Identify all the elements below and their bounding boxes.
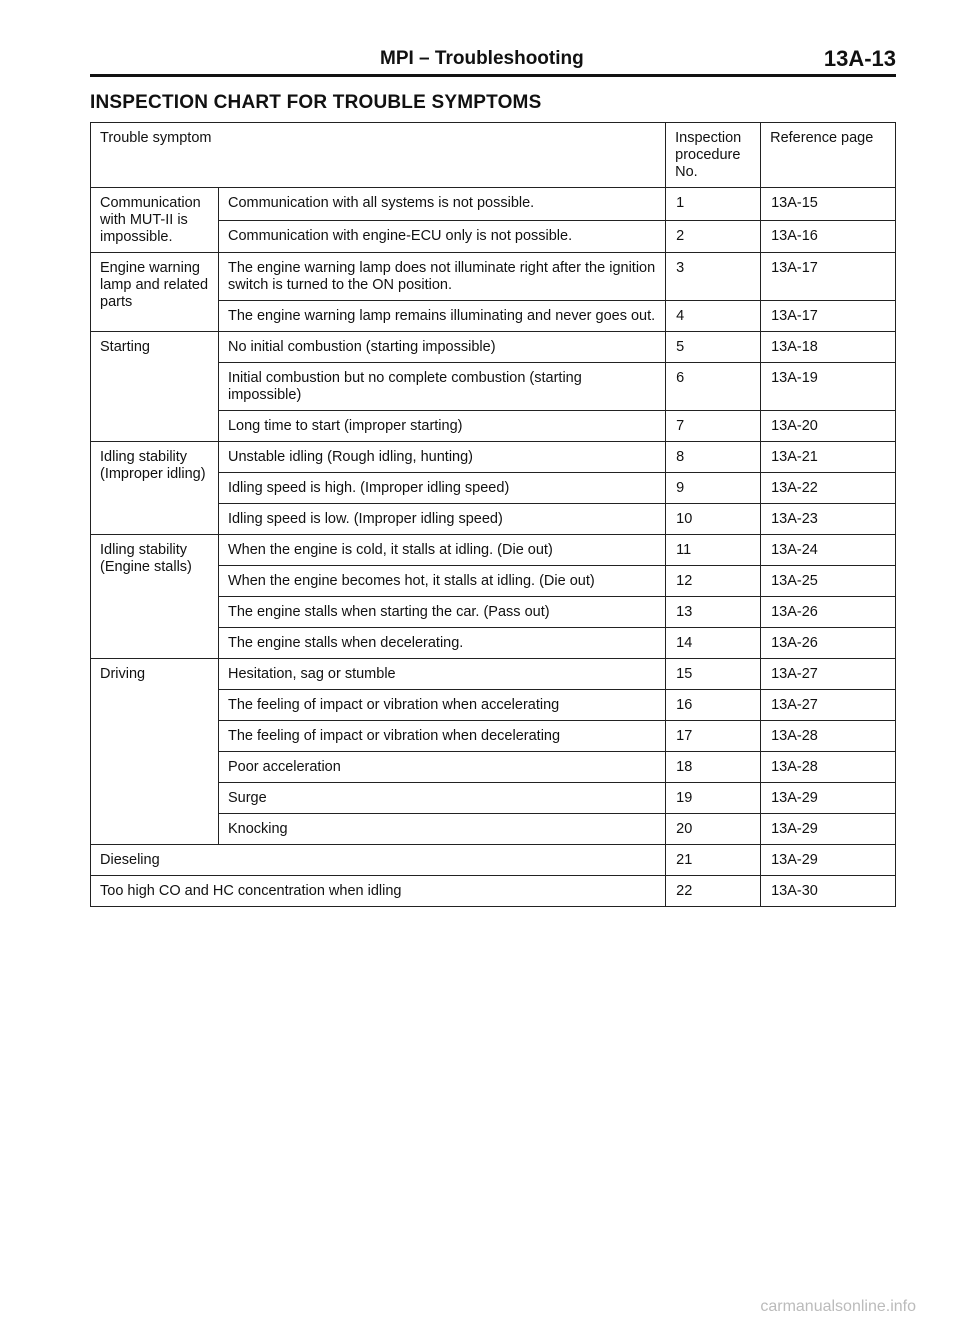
header-reference-page: Reference page: [761, 123, 896, 188]
reference-page: 13A-20: [761, 411, 896, 442]
symptom-desc: The engine stalls when decelerating.: [218, 628, 665, 659]
procedure-no: 20: [666, 814, 761, 845]
reference-page: 13A-25: [761, 566, 896, 597]
procedure-no: 14: [666, 628, 761, 659]
reference-page: 13A-29: [761, 814, 896, 845]
page-header: [90, 46, 896, 76]
reference-page: 13A-26: [761, 628, 896, 659]
procedure-no: 6: [666, 363, 761, 411]
procedure-no: 22: [666, 876, 761, 907]
reference-page: 13A-30: [761, 876, 896, 907]
symptom-desc: Long time to start (improper starting): [218, 411, 665, 442]
group-driving: Driving: [91, 659, 219, 845]
symptom-desc: The feeling of impact or vibration when decelerating: [218, 721, 665, 752]
section-title: MPI – Troubleshooting: [380, 48, 584, 69]
reference-page: 13A-29: [761, 845, 896, 876]
symptom-desc: The engine warning lamp remains illuminating and never goes out.: [218, 301, 665, 332]
watermark: carmanualsonline.info: [760, 1298, 916, 1315]
reference-page: 13A-27: [761, 690, 896, 721]
reference-page: 13A-15: [761, 188, 896, 221]
procedure-no: 18: [666, 752, 761, 783]
procedure-no: 13: [666, 597, 761, 628]
table-row: [91, 442, 896, 473]
symptom-desc: The engine warning lamp does not illuminate right after the ignition switch is turned to the ON position.: [218, 253, 665, 301]
symptom-desc: Hesitation, sag or stumble: [218, 659, 665, 690]
procedure-no: 8: [666, 442, 761, 473]
symptom-desc: Unstable idling (Rough idling, hunting): [218, 442, 665, 473]
reference-page: 13A-23: [761, 504, 896, 535]
procedure-no: 3: [666, 253, 761, 301]
trouble-symptom-table: [90, 122, 896, 907]
table-row: [91, 535, 896, 566]
table-header-row: [91, 123, 896, 188]
group-communication: Communication with MUT-II is impossible.: [91, 188, 219, 253]
procedure-no: 2: [666, 220, 761, 253]
table-row: [91, 188, 896, 221]
table-row: [91, 253, 896, 301]
symptom-desc: Idling speed is low. (Improper idling speed): [218, 504, 665, 535]
procedure-no: 4: [666, 301, 761, 332]
symptom-desc: When the engine is cold, it stalls at idling. (Die out): [218, 535, 665, 566]
reference-page: 13A-27: [761, 659, 896, 690]
header-procedure-no: Inspection procedure No.: [666, 123, 761, 188]
group-engine-warning: Engine warning lamp and related parts: [91, 253, 219, 332]
procedure-no: 15: [666, 659, 761, 690]
reference-page: 13A-28: [761, 721, 896, 752]
header-trouble-symptom: Trouble symptom: [91, 123, 666, 188]
reference-page: 13A-24: [761, 535, 896, 566]
header-rule: [90, 74, 896, 77]
chart-title: INSPECTION CHART FOR TROUBLE SYMPTOMS: [90, 92, 542, 113]
reference-page: 13A-18: [761, 332, 896, 363]
group-starting: Starting: [91, 332, 219, 442]
symptom-desc: Knocking: [218, 814, 665, 845]
symptom-desc: Poor acceleration: [218, 752, 665, 783]
group-idling-improper: Idling stability (Improper idling): [91, 442, 219, 535]
symptom-desc: Initial combustion but no complete combustion (starting impossible): [218, 363, 665, 411]
symptom-desc: The feeling of impact or vibration when accelerating: [218, 690, 665, 721]
procedure-no: 9: [666, 473, 761, 504]
table-row: [91, 659, 896, 690]
table-row: [91, 845, 896, 876]
reference-page: 13A-22: [761, 473, 896, 504]
procedure-no: 10: [666, 504, 761, 535]
reference-page: 13A-21: [761, 442, 896, 473]
procedure-no: 5: [666, 332, 761, 363]
symptom-desc: No initial combustion (starting impossible): [218, 332, 665, 363]
procedure-no: 7: [666, 411, 761, 442]
reference-page: 13A-26: [761, 597, 896, 628]
symptom-desc: Communication with all systems is not possible.: [218, 188, 665, 221]
procedure-no: 16: [666, 690, 761, 721]
symptom-desc: When the engine becomes hot, it stalls at idling. (Die out): [218, 566, 665, 597]
reference-page: 13A-17: [761, 253, 896, 301]
reference-page: 13A-28: [761, 752, 896, 783]
symptom-desc: Idling speed is high. (Improper idling speed): [218, 473, 665, 504]
procedure-no: 12: [666, 566, 761, 597]
group-high-co-hc: Too high CO and HC concentration when idling: [91, 876, 666, 907]
procedure-no: 1: [666, 188, 761, 221]
procedure-no: 11: [666, 535, 761, 566]
group-dieseling: Dieseling: [91, 845, 666, 876]
reference-page: 13A-19: [761, 363, 896, 411]
page-number: 13A-13: [823, 46, 896, 71]
table-row: [91, 876, 896, 907]
reference-page: 13A-29: [761, 783, 896, 814]
symptom-desc: Communication with engine-ECU only is not possible.: [218, 220, 665, 253]
reference-page: 13A-16: [761, 220, 896, 253]
symptom-desc: The engine stalls when starting the car. (Pass out): [218, 597, 665, 628]
reference-page: 13A-17: [761, 301, 896, 332]
procedure-no: 17: [666, 721, 761, 752]
group-idling-stalls: Idling stability (Engine stalls): [91, 535, 219, 659]
procedure-no: 21: [666, 845, 761, 876]
table-row: [91, 332, 896, 363]
symptom-desc: Surge: [218, 783, 665, 814]
procedure-no: 19: [666, 783, 761, 814]
